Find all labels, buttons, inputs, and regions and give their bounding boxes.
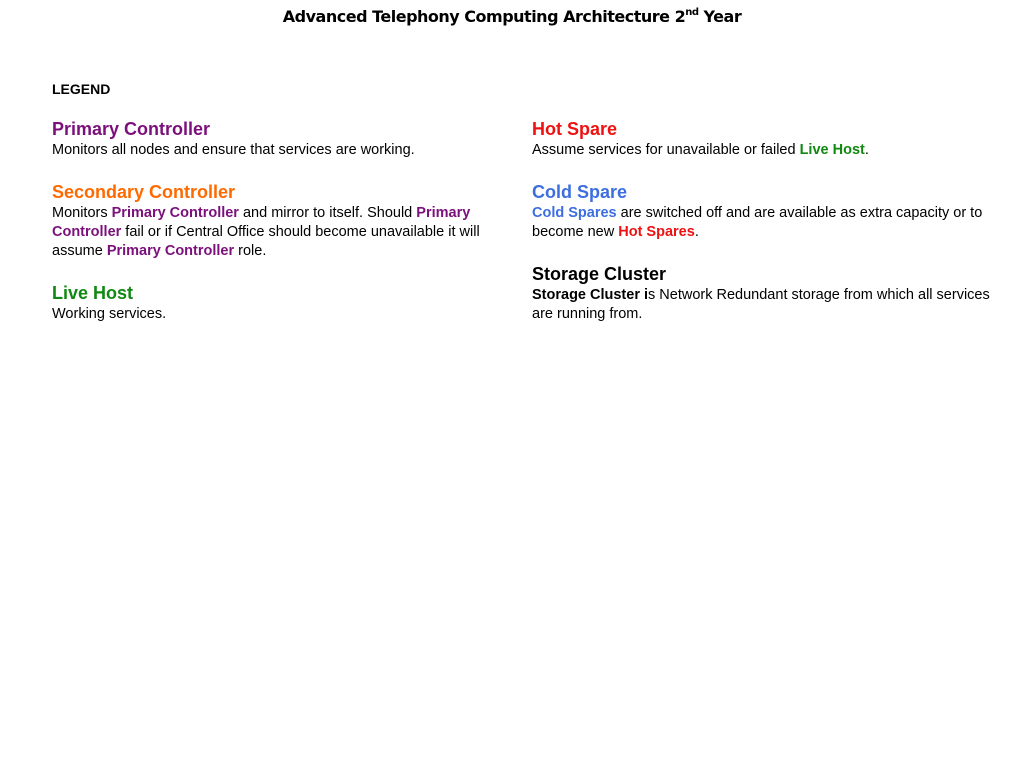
description-text: are switched off and are available as extra capacity or to become new <box>532 205 983 240</box>
storage-cluster-description <box>532 286 992 324</box>
cold-spares-reference: Cold Spares <box>532 205 617 221</box>
primary-controller-reference: Primary Controller <box>52 205 471 240</box>
description-text: . <box>694 224 699 240</box>
storage-cluster-reference: Storage Cluster i <box>532 287 649 303</box>
legend-column-left <box>52 117 522 344</box>
legend-entry-storage-cluster <box>532 262 992 324</box>
page-title-text: Advanced Telephony Computing Architecture 2 <box>282 7 686 26</box>
secondary-controller-title: Secondary Controller <box>52 182 236 202</box>
primary-controller-title: Primary Controller <box>52 119 211 139</box>
primary-controller-reference: Primary Controller <box>111 205 239 221</box>
description-text: Assume services for unavailable or failed <box>532 142 800 158</box>
live-host-description: Working services. <box>52 306 167 322</box>
page-title-superscript: nd <box>685 6 699 18</box>
hot-spares-reference: Hot Spares <box>618 224 695 240</box>
description-text: s Network Redundant storage from which all services are running from. <box>532 287 990 322</box>
legend-entry-primary-controller <box>52 117 522 160</box>
primary-controller-description: Monitors all nodes and ensure that services are working. <box>52 142 415 158</box>
primary-controller-reference: Primary Controller <box>106 243 235 259</box>
legend-entry-secondary-controller <box>52 180 522 261</box>
description-text: and mirror to itself. Should <box>238 205 417 221</box>
live-host-reference: Live Host <box>799 142 865 158</box>
legend-entry-hot-spare <box>532 117 992 160</box>
cold-spare-description <box>532 204 992 242</box>
hot-spare-title: Hot Spare <box>532 119 618 139</box>
storage-cluster-title: Storage Cluster <box>532 264 667 284</box>
legend-heading: LEGEND <box>52 81 111 97</box>
description-text: . <box>864 142 869 158</box>
cold-spare-title: Cold Spare <box>532 182 628 202</box>
legend-entry-cold-spare <box>532 180 992 242</box>
secondary-controller-description <box>52 204 522 261</box>
legend-entry-live-host <box>52 281 522 324</box>
description-text: Monitors <box>52 205 112 221</box>
page-title <box>0 5 1024 29</box>
description-text: fail or if Central Office should become unavailable it will assume <box>52 224 480 259</box>
legend-column-right <box>532 117 992 344</box>
description-text: role. <box>234 243 267 259</box>
page-title-suffix: Year <box>698 7 742 26</box>
hot-spare-description <box>532 141 992 160</box>
live-host-title: Live Host <box>52 283 134 303</box>
